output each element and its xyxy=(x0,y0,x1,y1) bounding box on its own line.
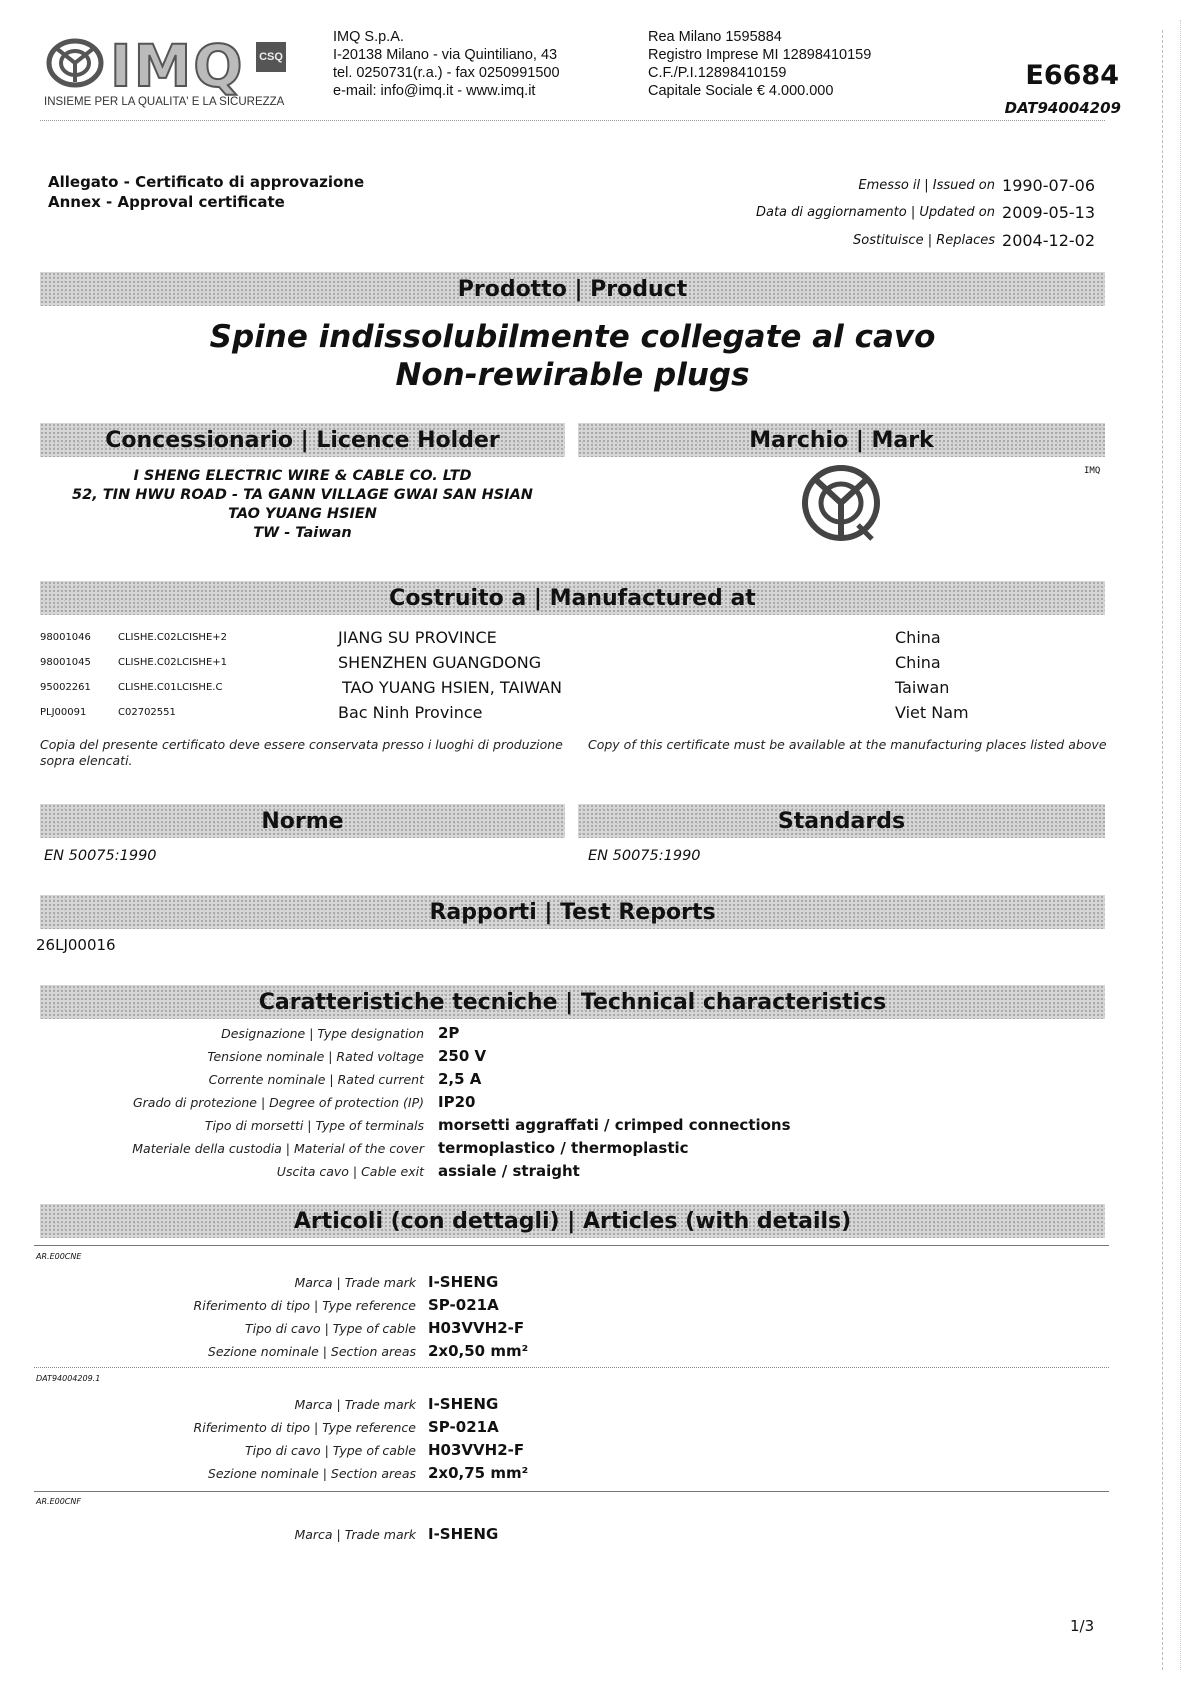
annex-title xyxy=(48,172,364,212)
scan-edge xyxy=(1162,30,1164,1670)
site-code: 98001046 xyxy=(40,632,91,643)
tech-label: Materiale della custodia | Material of the cover xyxy=(132,1141,424,1156)
imq-mark-icon xyxy=(800,463,882,543)
tech-value: IP20 xyxy=(438,1093,476,1111)
imq-emblem-icon xyxy=(46,38,104,88)
article-divider xyxy=(34,1245,1109,1246)
article-label: Sezione nominale | Section areas xyxy=(207,1344,416,1359)
standard-value-en: EN 50075:1990 xyxy=(588,848,701,864)
site-ref: CLISHE.C02LCISHE+2 xyxy=(118,632,228,643)
article-row xyxy=(0,1440,1191,1462)
registry-line: Registro Imprese MI 12898410159 xyxy=(648,47,872,63)
standard-value-it: EN 50075:1990 xyxy=(44,848,157,864)
dat-code: DAT94004209 xyxy=(1004,99,1121,117)
article-label: Sezione nominale | Section areas xyxy=(207,1466,416,1481)
article-value: I-SHENG xyxy=(428,1525,499,1543)
tech-value: morsetti aggraffati / crimped connections xyxy=(438,1116,791,1134)
date-issued-label: Emesso il | Issued on xyxy=(858,178,995,193)
tech-label: Corrente nominale | Rated current xyxy=(208,1072,424,1087)
company-info xyxy=(333,28,560,100)
registry-line: C.F./P.I.12898410159 xyxy=(648,65,787,81)
date-issued-value: 1990-07-06 xyxy=(1002,176,1095,195)
reports-heading: Rapporti | Test Reports xyxy=(429,899,716,925)
site-country: China xyxy=(895,653,941,672)
article-row xyxy=(0,1417,1191,1439)
article-label: Riferimento di tipo | Type reference xyxy=(193,1298,416,1313)
article-label: Marca | Trade mark xyxy=(294,1527,416,1542)
tech-label: Grado di protezione | Degree of protection (IP) xyxy=(132,1095,424,1110)
company-line: IMQ S.p.A. xyxy=(333,29,404,45)
copy-note-it: Copia del presente certificato deve essere conservata presso i luoghi di produzione sopra elencati. xyxy=(40,737,563,768)
tech-value: 2P xyxy=(438,1024,460,1042)
article-label: Tipo di cavo | Type of cable xyxy=(245,1443,416,1458)
tech-label: Tensione nominale | Rated voltage xyxy=(207,1049,424,1064)
logo-tagline: INSIEME PER LA QUALITA' E LA SICUREZZA xyxy=(44,96,285,108)
article-value: 2x0,50 mm² xyxy=(428,1342,529,1360)
tech-row xyxy=(0,1092,1191,1114)
registry-line: Rea Milano 1595884 xyxy=(648,29,782,45)
holder-address xyxy=(40,467,565,543)
standards-heading: Standards xyxy=(777,808,906,834)
article-label: Marca | Trade mark xyxy=(294,1275,416,1290)
site-place: SHENZHEN GUANGDONG xyxy=(338,653,542,672)
articles-heading: Articoli (con dettagli) | Articles (with details) xyxy=(293,1208,852,1234)
date-updated xyxy=(600,203,1095,225)
article-row xyxy=(0,1394,1191,1416)
date-replaces xyxy=(600,231,1095,253)
mark-small-label: IMQ xyxy=(1084,466,1101,476)
mark-heading: Marchio | Mark xyxy=(749,427,934,453)
site-place: JIANG SU PROVINCE xyxy=(338,628,497,647)
mark-band xyxy=(578,423,1105,457)
tech-label: Designazione | Type designation xyxy=(221,1026,424,1041)
tech-row xyxy=(0,1069,1191,1091)
manufactured-heading: Costruito a | Manufactured at xyxy=(389,585,756,611)
article-label: Riferimento di tipo | Type reference xyxy=(193,1420,416,1435)
site-ref: CLISHE.C02LCISHE+1 xyxy=(118,657,228,668)
holder-line: TW - Taiwan xyxy=(253,525,352,541)
site-ref: CLISHE.C01LCISHE.C xyxy=(118,682,223,693)
tech-row xyxy=(0,1138,1191,1160)
article-code: AR.E00CNE xyxy=(36,1252,82,1261)
site-place: TAO YUANG HSIEN, TAIWAN xyxy=(342,678,562,697)
article-row xyxy=(0,1524,1191,1546)
article-value: H03VVH2-F xyxy=(428,1441,525,1459)
product-band xyxy=(40,272,1105,306)
holder-line: I SHENG ELECTRIC WIRE & CABLE CO. LTD xyxy=(133,468,472,484)
article-value: 2x0,75 mm² xyxy=(428,1464,529,1482)
manufacturing-row xyxy=(0,653,1191,677)
article-divider xyxy=(34,1491,1109,1492)
product-name-en: Non-rewirable plugs xyxy=(395,357,750,393)
manufacturing-row xyxy=(0,628,1191,652)
tech-value: 2,5 A xyxy=(438,1070,482,1088)
manufacturing-row xyxy=(0,703,1191,727)
imq-logo xyxy=(44,30,284,108)
site-code: 95002261 xyxy=(40,682,91,693)
tech-label: Tipo di morsetti | Type of terminals xyxy=(204,1118,424,1133)
product-heading: Prodotto | Product xyxy=(457,276,688,302)
reports-band xyxy=(40,895,1105,929)
date-replaces-value: 2004-12-02 xyxy=(1002,231,1095,250)
scan-edge xyxy=(1180,20,1182,1670)
standards-band xyxy=(578,804,1105,838)
article-label: Tipo di cavo | Type of cable xyxy=(245,1321,416,1336)
article-row xyxy=(0,1295,1191,1317)
article-code: DAT94004209.1 xyxy=(36,1374,101,1383)
page-number: 1/3 xyxy=(1070,1617,1095,1635)
report-number: 26LJ00016 xyxy=(36,936,116,954)
company-line: tel. 0250731(r.a.) - fax 0250991500 xyxy=(333,65,560,81)
annex-title-en: Annex - Approval certificate xyxy=(48,193,285,211)
company-line: e-mail: info@imq.it - www.imq.it xyxy=(333,83,536,99)
date-updated-value: 2009-05-13 xyxy=(1002,203,1095,222)
article-row xyxy=(0,1318,1191,1340)
article-code: AR.E00CNF xyxy=(36,1497,81,1506)
date-issued xyxy=(600,176,1095,198)
registry-line: Capitale Sociale € 4.000.000 xyxy=(648,83,834,99)
site-ref: C02702551 xyxy=(118,707,176,718)
site-code: 98001045 xyxy=(40,657,91,668)
company-line: I-20138 Milano - via Quintiliano, 43 xyxy=(333,47,558,63)
holder-line: TAO YUANG HSIEN xyxy=(228,506,377,522)
product-name-it: Spine indissolubilmente collegate al cavo xyxy=(209,319,936,355)
site-country: China xyxy=(895,628,941,647)
article-value: SP-021A xyxy=(428,1418,499,1436)
article-row xyxy=(0,1272,1191,1294)
articles-band xyxy=(40,1204,1105,1238)
certificate-number: E6684 xyxy=(1025,60,1119,91)
date-updated-label: Data di aggiornamento | Updated on xyxy=(755,205,995,220)
article-label: Marca | Trade mark xyxy=(294,1397,416,1412)
registry-info xyxy=(648,28,871,100)
logo-badge: CSQ xyxy=(256,42,286,72)
holder-heading: Concessionario | Licence Holder xyxy=(105,427,500,453)
date-replaces-label: Sostituisce | Replaces xyxy=(853,233,995,248)
manufactured-band xyxy=(40,581,1105,615)
tech-value: termoplastico / thermoplastic xyxy=(438,1139,689,1157)
header-divider xyxy=(40,120,1105,121)
holder-band xyxy=(40,423,565,457)
tech-label: Uscita cavo | Cable exit xyxy=(276,1164,424,1179)
manufacturing-row xyxy=(0,678,1191,702)
article-value: SP-021A xyxy=(428,1296,499,1314)
site-country: Viet Nam xyxy=(895,703,969,722)
logo-text: IMQ xyxy=(110,32,245,100)
site-country: Taiwan xyxy=(895,678,950,697)
tech-value: 250 V xyxy=(438,1047,487,1065)
article-value: H03VVH2-F xyxy=(428,1319,525,1337)
copy-note-en: Copy of this certificate must be available at the manufacturing places listed above xyxy=(588,737,1107,752)
tech-value: assiale / straight xyxy=(438,1162,580,1180)
tech-row xyxy=(0,1046,1191,1068)
site-code: PLJ00091 xyxy=(40,707,87,718)
holder-line: 52, TIN HWU ROAD - TA GANN VILLAGE GWAI SAN HSIAN xyxy=(72,487,533,503)
site-place: Bac Ninh Province xyxy=(338,703,483,722)
article-divider xyxy=(34,1367,1109,1368)
technical-band xyxy=(40,985,1105,1019)
article-row xyxy=(0,1341,1191,1363)
tech-row xyxy=(0,1161,1191,1183)
tech-row xyxy=(0,1023,1191,1045)
tech-row xyxy=(0,1115,1191,1137)
norme-band xyxy=(40,804,565,838)
article-value: I-SHENG xyxy=(428,1273,499,1291)
annex-title-it: Allegato - Certificato di approvazione xyxy=(48,173,365,191)
product-name xyxy=(40,318,1105,394)
article-value: I-SHENG xyxy=(428,1395,499,1413)
norme-heading: Norme xyxy=(261,808,344,834)
technical-heading: Caratteristiche tecniche | Technical characteristics xyxy=(258,989,887,1015)
article-row xyxy=(0,1463,1191,1485)
